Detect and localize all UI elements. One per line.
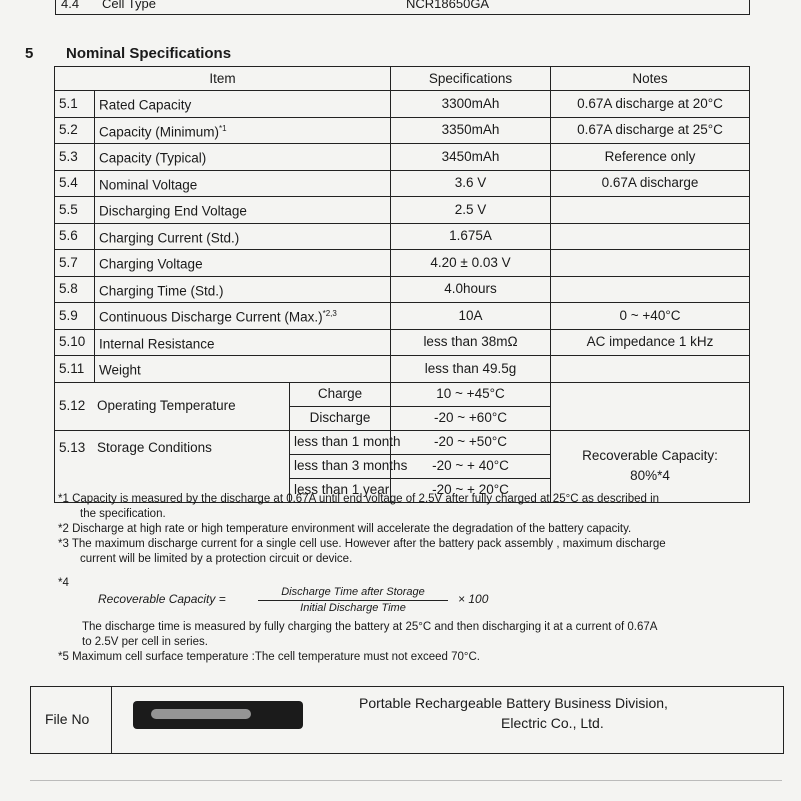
prev-row-item: Cell Type xyxy=(102,0,156,11)
formula-denominator: Initial Discharge Time xyxy=(300,602,406,614)
row-number: 5.12 xyxy=(59,398,86,413)
operating-temp-label xyxy=(55,382,290,430)
division-line-1: Portable Rechargeable Battery Business Division, xyxy=(359,695,668,711)
row-number: 5.11 xyxy=(55,356,95,383)
table-row xyxy=(55,276,750,303)
prev-row-number: 4.4 xyxy=(61,0,80,11)
row-item xyxy=(95,250,391,277)
header-notes: Notes xyxy=(551,67,750,91)
row-spec: 2.5 V xyxy=(391,197,551,224)
row-item xyxy=(95,223,391,250)
operating-sub-spec: -20 ~ +60°C xyxy=(391,406,551,430)
footnote-4-text: The discharge time is measured by fully charging the battery at 25°C and then discharging it at a current of 0.67A xyxy=(82,621,658,633)
row-notes: AC impedance 1 kHz xyxy=(551,329,750,356)
redacted-stamp xyxy=(133,701,303,729)
formula-fraction xyxy=(258,586,448,614)
row-item-label: Charging Voltage xyxy=(99,256,203,272)
footnote-3-cont: current will be limited by a protection circuit or device. xyxy=(80,553,353,565)
row-notes: 0.67A discharge at 20°C xyxy=(551,91,750,118)
row-notes: 0.67A discharge xyxy=(551,170,750,197)
section-number: 5 xyxy=(25,45,34,62)
row-spec: 3.6 V xyxy=(391,170,551,197)
division-line-2: Electric Co., Ltd. xyxy=(501,715,604,731)
footnote-1-cont: the specification. xyxy=(80,508,166,520)
storage-sub-label: less than 1 month xyxy=(290,430,391,454)
operating-notes xyxy=(551,382,750,430)
footnote-4-label: *4 xyxy=(58,577,69,589)
row-notes xyxy=(551,250,750,277)
row-number: 5.4 xyxy=(55,170,95,197)
row-item xyxy=(95,303,391,330)
row-spec: 4.0hours xyxy=(391,276,551,303)
row-item xyxy=(95,276,391,303)
storage-sub-spec: -20 ~ + 40°C xyxy=(391,454,551,478)
row-number: 5.1 xyxy=(55,91,95,118)
footnote-3: *3 The maximum discharge current for a single cell use. However after the battery pack assembly , maximum discharge xyxy=(58,538,666,550)
row-item xyxy=(95,170,391,197)
operating-sub-label: Discharge xyxy=(290,406,391,430)
table-header-row xyxy=(55,67,750,91)
nominal-specifications-table xyxy=(54,66,750,503)
footnotes xyxy=(58,492,768,591)
formula-numerator: Discharge Time after Storage xyxy=(258,586,448,601)
table-row xyxy=(55,329,750,356)
table-row xyxy=(55,223,750,250)
table-row xyxy=(55,250,750,277)
document-footer xyxy=(30,686,784,754)
row-item-footnote-ref: *2,3 xyxy=(322,309,337,318)
row-number: 5.10 xyxy=(55,329,95,356)
row-item xyxy=(95,197,391,224)
row-spec: 1.675A xyxy=(391,223,551,250)
footnote-1: *1 Capacity is measured by the discharge at 0.67A until end voltage of 2.5V after fully charged at 25°C as described in xyxy=(58,493,660,505)
section-title: Nominal Specifications xyxy=(66,45,232,62)
storage-notes-line1: Recoverable Capacity: xyxy=(582,448,718,463)
table-row xyxy=(55,170,750,197)
footnote-2: *2 Discharge at high rate or high temperature environment will accelerate the degradation of the battery capacity. xyxy=(58,523,632,535)
row-number: 5.9 xyxy=(55,303,95,330)
row-number: 5.8 xyxy=(55,276,95,303)
row-spec: less than 49.5g xyxy=(391,356,551,383)
footnotes-continued xyxy=(58,620,768,665)
table-row xyxy=(55,117,750,144)
footnote-4-cont: to 2.5V per cell in series. xyxy=(82,636,208,648)
table-row xyxy=(55,356,750,383)
formula-label: Recoverable Capacity = xyxy=(98,592,226,606)
storage-sub-spec: -20 ~ +50°C xyxy=(391,430,551,454)
previous-row-cell-type xyxy=(55,0,750,15)
row-spec: 3300mAh xyxy=(391,91,551,118)
row-item: Operating Temperature xyxy=(97,398,236,413)
row-number: 5.6 xyxy=(55,223,95,250)
row-item-label: Capacity (Typical) xyxy=(99,150,207,166)
row-item-label: Continuous Discharge Current (Max.) xyxy=(99,309,323,325)
row-notes: 0.67A discharge at 25°C xyxy=(551,117,750,144)
row-item-label: Charging Current (Std.) xyxy=(99,230,240,245)
table-row-operating-charge xyxy=(55,382,750,406)
storage-sub-label: less than 1 year xyxy=(290,478,391,502)
row-item-label: Charging Time (Std.) xyxy=(99,283,224,298)
row-item xyxy=(95,356,391,383)
formula-multiplier: × 100 xyxy=(458,592,489,606)
row-notes: 0 ~ +40°C xyxy=(551,303,750,330)
row-notes xyxy=(551,197,750,224)
operating-sub-label: Charge xyxy=(290,382,391,406)
row-spec: 3350mAh xyxy=(391,117,551,144)
row-spec: 3450mAh xyxy=(391,144,551,171)
row-item-label: Discharging End Voltage xyxy=(99,203,247,219)
operating-sub-spec: 10 ~ +45°C xyxy=(391,382,551,406)
redaction-smear xyxy=(151,709,251,719)
row-item: Storage Conditions xyxy=(97,439,212,455)
row-number: 5.5 xyxy=(55,197,95,224)
row-notes xyxy=(551,276,750,303)
footer-divider xyxy=(111,687,112,753)
storage-sub-spec: -20 ~ + 20°C xyxy=(391,478,551,502)
row-number: 5.3 xyxy=(55,144,95,171)
row-spec: less than 38mΩ xyxy=(391,329,551,356)
header-item: Item xyxy=(55,67,391,91)
storage-sub-label: less than 3 months xyxy=(290,454,391,478)
table-row xyxy=(55,91,750,118)
footnote-5: *5 Maximum cell surface temperature :The cell temperature must not exceed 70°C. xyxy=(58,651,480,663)
row-item xyxy=(95,144,391,171)
row-item-label: Weight xyxy=(99,362,141,378)
row-item xyxy=(95,91,391,118)
table-row xyxy=(55,144,750,171)
prev-row-value: NCR18650GA xyxy=(406,0,490,11)
row-item-label: Nominal Voltage xyxy=(99,177,198,192)
row-spec: 10A xyxy=(391,303,551,330)
table-row-storage-1 xyxy=(55,430,750,454)
header-specifications: Specifications xyxy=(391,67,551,91)
row-item-label: Internal Resistance xyxy=(99,336,215,351)
storage-notes-line2: 80%*4 xyxy=(630,468,670,483)
page-bottom-line xyxy=(30,780,782,781)
row-item-label: Rated Capacity xyxy=(99,97,192,113)
row-number: 5.13 xyxy=(59,439,86,455)
row-item-footnote-ref: *1 xyxy=(219,123,227,133)
table-row xyxy=(55,303,750,330)
row-number: 5.2 xyxy=(55,117,95,144)
row-number: 5.7 xyxy=(55,250,95,277)
row-item xyxy=(95,117,391,144)
row-item-label: Capacity (Minimum) xyxy=(99,124,220,139)
row-notes: Reference only xyxy=(551,144,750,171)
row-item xyxy=(95,329,391,356)
recoverable-capacity-formula xyxy=(98,586,489,614)
row-notes xyxy=(551,356,750,383)
table-row xyxy=(55,197,750,224)
file-no-label: File No xyxy=(45,711,90,727)
row-notes xyxy=(551,223,750,250)
row-spec: 4.20 ± 0.03 V xyxy=(391,250,551,277)
